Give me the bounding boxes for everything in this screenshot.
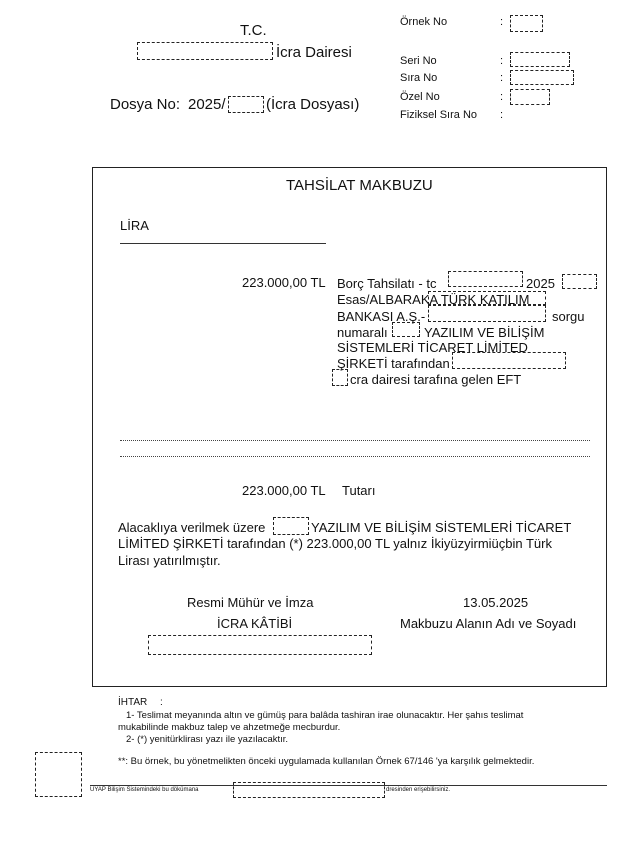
redacted-seri-no bbox=[510, 52, 570, 67]
redacted-ornek-no bbox=[510, 15, 543, 32]
redacted-alacakli bbox=[273, 517, 309, 535]
receipt-title: TAHSİLAT MAKBUZU bbox=[286, 177, 433, 194]
redacted-uyap-address bbox=[233, 782, 385, 798]
note-1b: mukabilinde makbuz talep ve ahzetmeğe mecburdur. bbox=[118, 722, 341, 733]
total-label: Tutarı bbox=[342, 483, 376, 498]
redacted-esas-no bbox=[562, 274, 597, 289]
redacted-tarafindan bbox=[452, 352, 566, 369]
uyap-suffix: dresinden erişebilirsiniz. bbox=[386, 787, 451, 793]
receipt-date: 13.05.2025 bbox=[463, 595, 529, 610]
desc-line-2: Esas/ALBARAKA TÜRK KATILIM bbox=[337, 292, 530, 307]
redacted-sira-no bbox=[510, 70, 574, 85]
note-1a: 1- Teslimat meyanında altın ve gümüş para balâda tashiran irae olunacaktır. Her şahıs teslimat bbox=[126, 710, 524, 721]
desc-eft: cra dairesi tarafına gelen EFT bbox=[350, 372, 522, 387]
redacted-clerk-name bbox=[148, 635, 372, 655]
sira-no-sep: : bbox=[500, 72, 504, 84]
redacted-qr-code bbox=[35, 752, 82, 797]
desc-line-3: BANKASI A.Ş.- bbox=[337, 309, 426, 324]
dotted-line-2 bbox=[120, 456, 590, 457]
receipt-box bbox=[92, 167, 607, 687]
note-3: **: Bu örnek, bu yönetmelikten önceki uygulamada kullanılan Örnek 67/146 'ya karşılık gelmektedir. bbox=[118, 756, 535, 767]
uyap-prefix: UYAP Bilişim Sistemindeki bu dökümana bbox=[90, 787, 199, 793]
dosya-label: Dosya No: bbox=[110, 96, 181, 113]
statement-line-1b: YAZILIM VE BİLİŞİM SİSTEMLERİ TİCARET bbox=[311, 520, 572, 535]
amount: 223.000,00 TL bbox=[242, 275, 326, 290]
desc-line-1: Borç Tahsilatı - tc bbox=[337, 276, 437, 291]
statement-line-1a: Alacaklıya verilmek üzere bbox=[118, 520, 266, 535]
sira-no-label: Sıra No bbox=[400, 72, 438, 84]
redacted-sorgu-no bbox=[428, 305, 546, 322]
lira-label: LİRA bbox=[120, 218, 149, 233]
redacted-icra-initial bbox=[332, 369, 348, 386]
icra-dairesi-label: İcra Dairesi bbox=[276, 44, 352, 61]
clerk-label: İCRA KÂTİBİ bbox=[217, 616, 293, 631]
desc-numarali: numaralı bbox=[337, 325, 388, 340]
seri-no-label: Seri No bbox=[400, 55, 437, 67]
desc-sorgu: sorgu bbox=[552, 309, 585, 324]
redacted-numara bbox=[392, 322, 420, 337]
ornek-no-sep: : bbox=[500, 16, 504, 28]
redacted-ozel-no bbox=[510, 89, 550, 105]
redacted-icra-name bbox=[137, 42, 273, 60]
ornek-no-label: Örnek No bbox=[400, 16, 448, 28]
desc-company-2: SİSTEMLERİ TİCARET LİMİTED bbox=[337, 340, 528, 355]
seri-no-sep: : bbox=[500, 55, 504, 67]
total-amount: 223.000,00 TL bbox=[242, 483, 326, 498]
ozel-no-sep: : bbox=[500, 91, 504, 103]
statement-line-3: Lirası yatırılmıştır. bbox=[118, 553, 221, 568]
ihtar-colon: : bbox=[160, 697, 163, 708]
redacted-tc bbox=[448, 271, 523, 287]
fiziksel-sira-no-label: Fiziksel Sıra No bbox=[400, 109, 478, 121]
desc-year: 2025 bbox=[526, 276, 555, 291]
dosya-year: 2025/ bbox=[188, 96, 226, 113]
lira-underline bbox=[120, 243, 326, 244]
redacted-dosya-no bbox=[228, 96, 264, 113]
dosya-suffix: (İcra Dosyası) bbox=[266, 96, 360, 113]
desc-company-3: ŞİRKETİ tarafından bbox=[337, 356, 450, 371]
ozel-no-label: Özel No bbox=[400, 91, 440, 103]
dotted-line-1 bbox=[120, 440, 590, 441]
note-2: 2- (*) yenitürklirası yazı ile yazılacaktır. bbox=[126, 734, 289, 745]
redacted-line-2 bbox=[428, 291, 546, 305]
ihtar-label: İHTAR bbox=[118, 697, 148, 708]
receiver-label: Makbuzu Alanın Adı ve Soyadı bbox=[400, 616, 577, 631]
fiziksel-sira-no-sep: : bbox=[500, 109, 504, 121]
statement-line-2: LİMİTED ŞİRKETİ tarafından (*) 223.000,00 TL yalnız İkiyüzyirmiüçbin Türk bbox=[118, 536, 552, 551]
desc-company-1: YAZILIM VE BİLİŞİM bbox=[424, 325, 545, 340]
tc-heading: T.C. bbox=[240, 22, 267, 39]
seal-label: Resmi Mühür ve İmza bbox=[187, 595, 314, 610]
